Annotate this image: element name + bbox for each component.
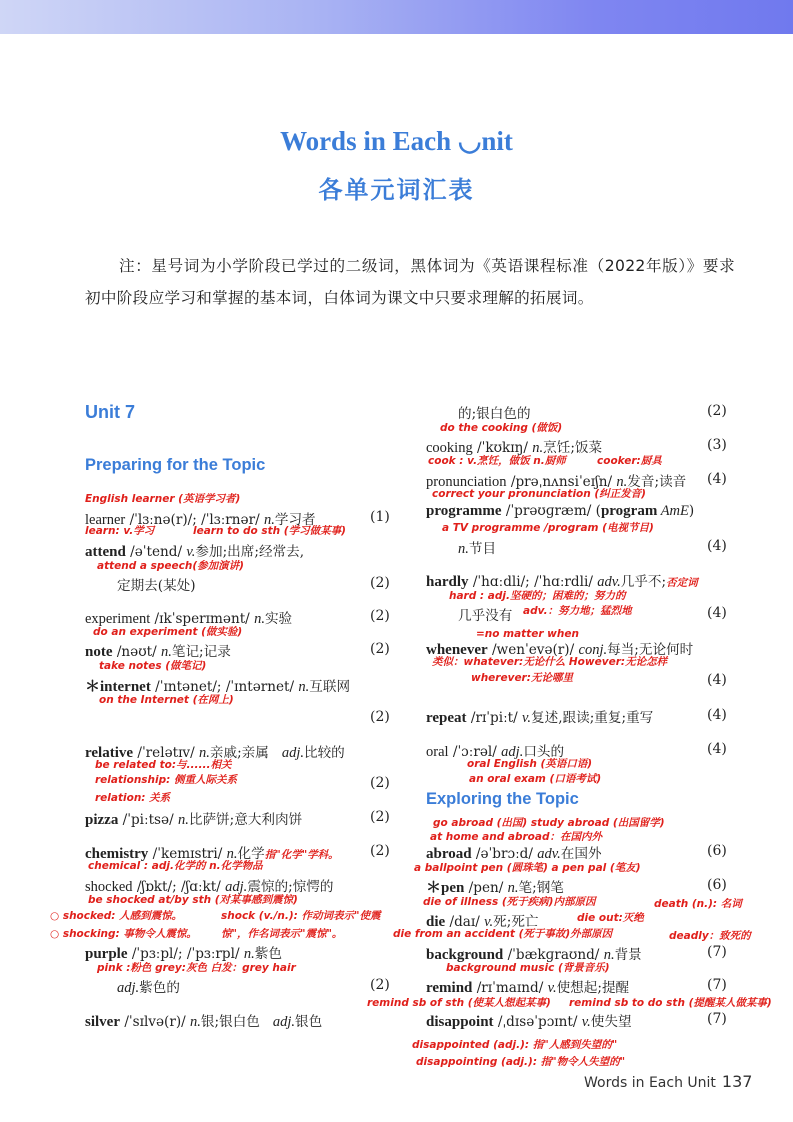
definition: 发音;读音: [627, 474, 687, 490]
pos: n.: [298, 679, 310, 695]
page-footer: [584, 1072, 752, 1091]
phonetic: /pen/: [464, 880, 508, 896]
note-paragraph: 注：星号词为小学阶段已学过的二级词，黑体词为《英语课程标准（2022年版）》要求初中阶段应学习和掌握的基本词，白体词为课文中只要求理解的拓展词。: [85, 257, 735, 307]
annotation: shock (v./n.): 作动词表示"使震: [221, 910, 381, 922]
page-title-en: Words in Each ◡nit: [280, 126, 513, 156]
headword: programme: [426, 503, 502, 519]
headword: relative: [85, 745, 134, 761]
annotation: cooker:厨具: [597, 455, 662, 467]
definition: 银色: [295, 1014, 323, 1030]
headword: ＊pen: [426, 880, 465, 896]
headword: note: [85, 644, 113, 660]
definition: 紫色的: [139, 980, 180, 996]
annotation: remind sb to do sth (提醒某人做某事): [569, 997, 772, 1009]
unit-number: (4): [707, 672, 727, 688]
annotation: =no matter when: [476, 628, 579, 640]
unit-number: (6): [707, 877, 727, 893]
pos: n.: [254, 611, 265, 627]
annotation: die of illness (死于疾病)内部原因: [423, 896, 596, 908]
annotation: deadly：致死的: [669, 930, 751, 942]
phonetic: /ˈbækɡraʊnd/: [503, 947, 604, 963]
entry-repeat: [426, 706, 653, 727]
headword: disappoint: [426, 1014, 494, 1030]
definition-cont: 定期去(某处): [117, 578, 196, 594]
footer-text: Words in Each Unit: [584, 1075, 716, 1091]
phonetic: /wenˈevə(r)/: [487, 642, 579, 658]
phonetic: /ˈɪntənet/; /ˈɪntərnet/: [150, 679, 299, 695]
entry-programme: [426, 503, 694, 520]
unit-number: (2): [370, 775, 390, 791]
definition: 使失望: [590, 1014, 632, 1030]
unit-number: (2): [370, 575, 390, 591]
pos: conj.: [578, 642, 608, 658]
definition: 笔;钢笔: [518, 880, 564, 896]
definition: 死;死亡: [493, 914, 539, 930]
annotation: pink :粉色 grey:灰色 白发：grey hair: [97, 962, 296, 974]
pos: v.: [547, 980, 557, 996]
headword: abroad: [426, 846, 472, 862]
entry-disappoint: [426, 1010, 632, 1031]
entry-pizza: [85, 808, 302, 829]
headword: learner: [85, 512, 126, 528]
annotation: attend a speech(参加演讲): [97, 560, 244, 572]
definition: 化学: [237, 846, 265, 862]
section-heading-exploring: Exploring the Topic: [426, 790, 579, 808]
headword: background: [426, 947, 504, 963]
annotation: a ballpoint pen (圆珠笔) a pen pal (笔友): [414, 862, 641, 874]
definition: 银;银白色: [200, 1014, 260, 1030]
phonetic: /ɪkˈsperɪmənt/: [150, 611, 255, 627]
headword: pronunciation: [426, 474, 507, 490]
headword: oral: [426, 744, 449, 760]
unit-number: (6): [707, 843, 727, 859]
annotation: do an experiment (做实验): [93, 626, 243, 638]
annotation: on the Internet (在网上): [99, 694, 234, 706]
unit-number: (2): [370, 608, 390, 624]
pos: n.: [263, 512, 275, 528]
definition: 背景: [614, 947, 642, 963]
annotation: do the cooking (做饭): [440, 422, 563, 434]
definition: 紫色: [254, 946, 282, 962]
annotation: learn: v.学习: [85, 525, 155, 537]
pos: adj.: [272, 1014, 296, 1030]
alt-headword: program: [600, 503, 658, 519]
annotation: chemical : adj.化学的 n.化学物品: [88, 860, 263, 872]
entry-silver: [85, 1010, 322, 1031]
pos: v.: [522, 710, 532, 726]
section-heading-preparing: Preparing for the Topic: [85, 456, 266, 474]
unit-number: (2): [370, 641, 390, 657]
pos: adv.: [597, 574, 621, 590]
unit-number: (4): [707, 707, 727, 723]
unit-number: (4): [707, 741, 727, 757]
phonetic: /ʃɒkt/; /ʃɑːkt/: [132, 879, 226, 895]
definition-cont: 几乎没有: [458, 608, 513, 624]
phonetic: /nəʊt/: [112, 644, 161, 660]
annotation: cook : v.烹饪，做饭 n.厨师: [428, 455, 566, 467]
paren-close: ): [688, 503, 695, 519]
unit-number: (4): [707, 471, 727, 487]
phonetic: /daɪ/: [445, 914, 485, 930]
unit-number: (7): [707, 977, 727, 993]
pos: n.: [161, 644, 172, 660]
unit-number: (1): [370, 509, 390, 525]
phonetic: /ˈsɪlvə(r)/: [120, 1014, 191, 1030]
headword: purple: [85, 946, 128, 962]
pos: n.: [199, 745, 210, 761]
pos: v.: [581, 1014, 591, 1030]
phonetic: /əˈbrɔːd/: [471, 846, 538, 862]
annotation: learn to do sth (学习做某事): [193, 525, 346, 537]
annotation: hard : adj.坚硬的；困难的；努力的: [449, 590, 626, 602]
annotation: 否定词: [666, 577, 698, 589]
definition: 比萨饼;意大利肉饼: [188, 812, 303, 828]
unit-number: (4): [707, 538, 727, 554]
annotation: a TV programme /program (电视节目): [442, 522, 654, 534]
top-banner: [0, 0, 793, 34]
unit-number: (7): [707, 944, 727, 960]
unit-number: (2): [370, 843, 390, 859]
pos: v.: [484, 914, 494, 930]
definition: 震惊的;惊愕的: [247, 879, 334, 895]
annotation: die out:灭绝: [577, 912, 644, 924]
annotation: 惊"，作名词表示"震惊"。: [221, 928, 343, 940]
annotation: die from an accident (死于事故)外部原因: [393, 928, 613, 940]
headword: pizza: [85, 812, 119, 828]
phonetic: /prəˌnʌnsiˈeɪʃn/: [506, 474, 617, 490]
unit-number: (2): [370, 809, 390, 825]
annotation: death (n.): 名词: [654, 898, 742, 910]
definition: 实验: [264, 611, 293, 627]
definition: 几乎不;: [620, 574, 667, 590]
headword: repeat: [426, 710, 467, 726]
unit-number: (4): [707, 605, 727, 621]
pos: adv.: [537, 846, 561, 862]
unit-heading: Unit 7: [85, 402, 136, 422]
phonetic: /ˈhɑːdli/; /ˈhɑːrdli/: [468, 574, 598, 590]
annotation: at home and abroad：在国内外: [430, 831, 602, 843]
annotation: correct your pronunciation (纠正发音): [432, 488, 646, 500]
annotation: 指"化学"学科。: [264, 849, 339, 861]
annotation: 类似：whatever:无论什么 However:无论怎样: [432, 656, 668, 668]
phonetic: /ˈprəʊɡræm/ (: [501, 503, 601, 519]
headword: shocked: [85, 879, 133, 895]
definition-cont: [458, 537, 496, 558]
region-tag: AmE: [657, 503, 689, 519]
definition: 每当;无论何时: [607, 642, 694, 658]
phonetic: /rɪˈmaɪnd/: [472, 980, 548, 996]
annotation: disappointing (adj.): 指"物令人失望的": [416, 1056, 626, 1068]
pos: n.: [177, 812, 189, 828]
pos: n.: [616, 474, 628, 490]
pos: v.: [186, 544, 196, 560]
phonetic: /əˈtend/: [125, 544, 187, 560]
unit-number: (3): [707, 437, 727, 453]
headword: die: [426, 914, 446, 930]
headword: hardly: [426, 574, 469, 590]
annotation: adv.：努力地；猛烈地: [523, 605, 632, 617]
annotation: be shocked at/by sth (对某事感到震惊): [88, 894, 298, 906]
headword: remind: [426, 980, 473, 996]
phonetic: /ˈkʊkɪŋ/: [472, 440, 533, 456]
phonetic: /ˈpiːtsə/: [118, 812, 178, 828]
definition: 烹饪;饭菜: [543, 440, 603, 456]
phonetic: /ˈpɜːpl/; /ˈpɜːrpl/: [127, 946, 244, 962]
definition: 笔记;记录: [171, 644, 231, 660]
pos: n.: [532, 440, 544, 456]
entry-remind: [426, 976, 629, 997]
phonetic: /ˈkemɪstri/: [148, 846, 227, 862]
pos: adj.: [225, 879, 248, 895]
unit-number: (7): [707, 1011, 727, 1027]
annotation: disappointed (adj.): 指"人感到失望的": [412, 1039, 618, 1051]
annotation: background music (背景音乐): [446, 962, 610, 974]
pos: n.: [226, 846, 238, 862]
annotation: take notes (做笔记): [99, 660, 207, 672]
annotation: go abroad (出国) study abroad (出国留学): [433, 817, 665, 829]
page-title-cn: 各单元词汇表: [318, 176, 475, 204]
definition: 在国外: [560, 846, 602, 862]
unit-number: (2): [370, 709, 390, 725]
phonetic: /ˌdɪsəˈpɔɪnt/: [493, 1014, 582, 1030]
definition: 参加;出席;经常去,: [195, 544, 305, 560]
unit-number: (2): [707, 403, 727, 419]
phonetic: /ˈrelətɪv/: [133, 745, 200, 761]
phonetic: /ˈɔːrəl/: [448, 744, 502, 760]
headword: ＊internet: [85, 679, 151, 695]
annotation: ○ shocked: 人感到震惊。: [50, 910, 183, 922]
pos: adj.: [501, 744, 524, 760]
definition: 互联网: [309, 679, 351, 695]
annotation: relation: 关系: [95, 792, 171, 804]
pos: adj.: [117, 980, 140, 996]
pos: n.: [603, 947, 615, 963]
pos: n.: [507, 880, 519, 896]
annotation: be related to:与......相关: [95, 759, 232, 771]
annotation: English learner (英语学习者): [85, 493, 241, 505]
definition-cont: 的;银白色的: [458, 406, 531, 422]
pos: n.: [190, 1014, 201, 1030]
unit-number: (2): [370, 977, 390, 993]
pos: adj.: [281, 745, 304, 761]
annotation: oral English (英语口语): [467, 758, 593, 770]
headword: silver: [85, 1014, 120, 1030]
headword: chemistry: [85, 846, 149, 862]
definition-cont: [117, 976, 180, 997]
annotation: an oral exam (口语考试): [469, 773, 602, 785]
headword: attend: [85, 544, 126, 560]
annotation: remind sb of sth (使某人想起某事): [367, 997, 551, 1009]
definition: 学习者: [274, 512, 316, 528]
annotation: relationship: 侧重人际关系: [95, 774, 237, 786]
annotation: ○ shocking: 事物令人震惊。: [50, 928, 197, 940]
definition: 亲戚;亲属: [209, 745, 269, 761]
definition: 使想起;提醒: [556, 980, 630, 996]
headword: whenever: [426, 642, 488, 658]
pos: n.: [243, 946, 255, 962]
definition: 复述,跟读;重复;重写: [531, 710, 654, 726]
phonetic: /ˈlɜːnə(r)/; /ˈlɜːrnər/: [125, 512, 264, 528]
definition: 比较的: [303, 745, 345, 761]
headword: experiment: [85, 611, 151, 627]
page-number: 137: [721, 1072, 753, 1091]
definition: 节目: [468, 541, 497, 557]
annotation: wherever:无论哪里: [471, 672, 573, 684]
definition: 口头的: [523, 744, 565, 760]
pos: n.: [458, 541, 469, 557]
headword: cooking: [426, 440, 473, 456]
phonetic: /rɪˈpiːt/: [466, 710, 523, 726]
